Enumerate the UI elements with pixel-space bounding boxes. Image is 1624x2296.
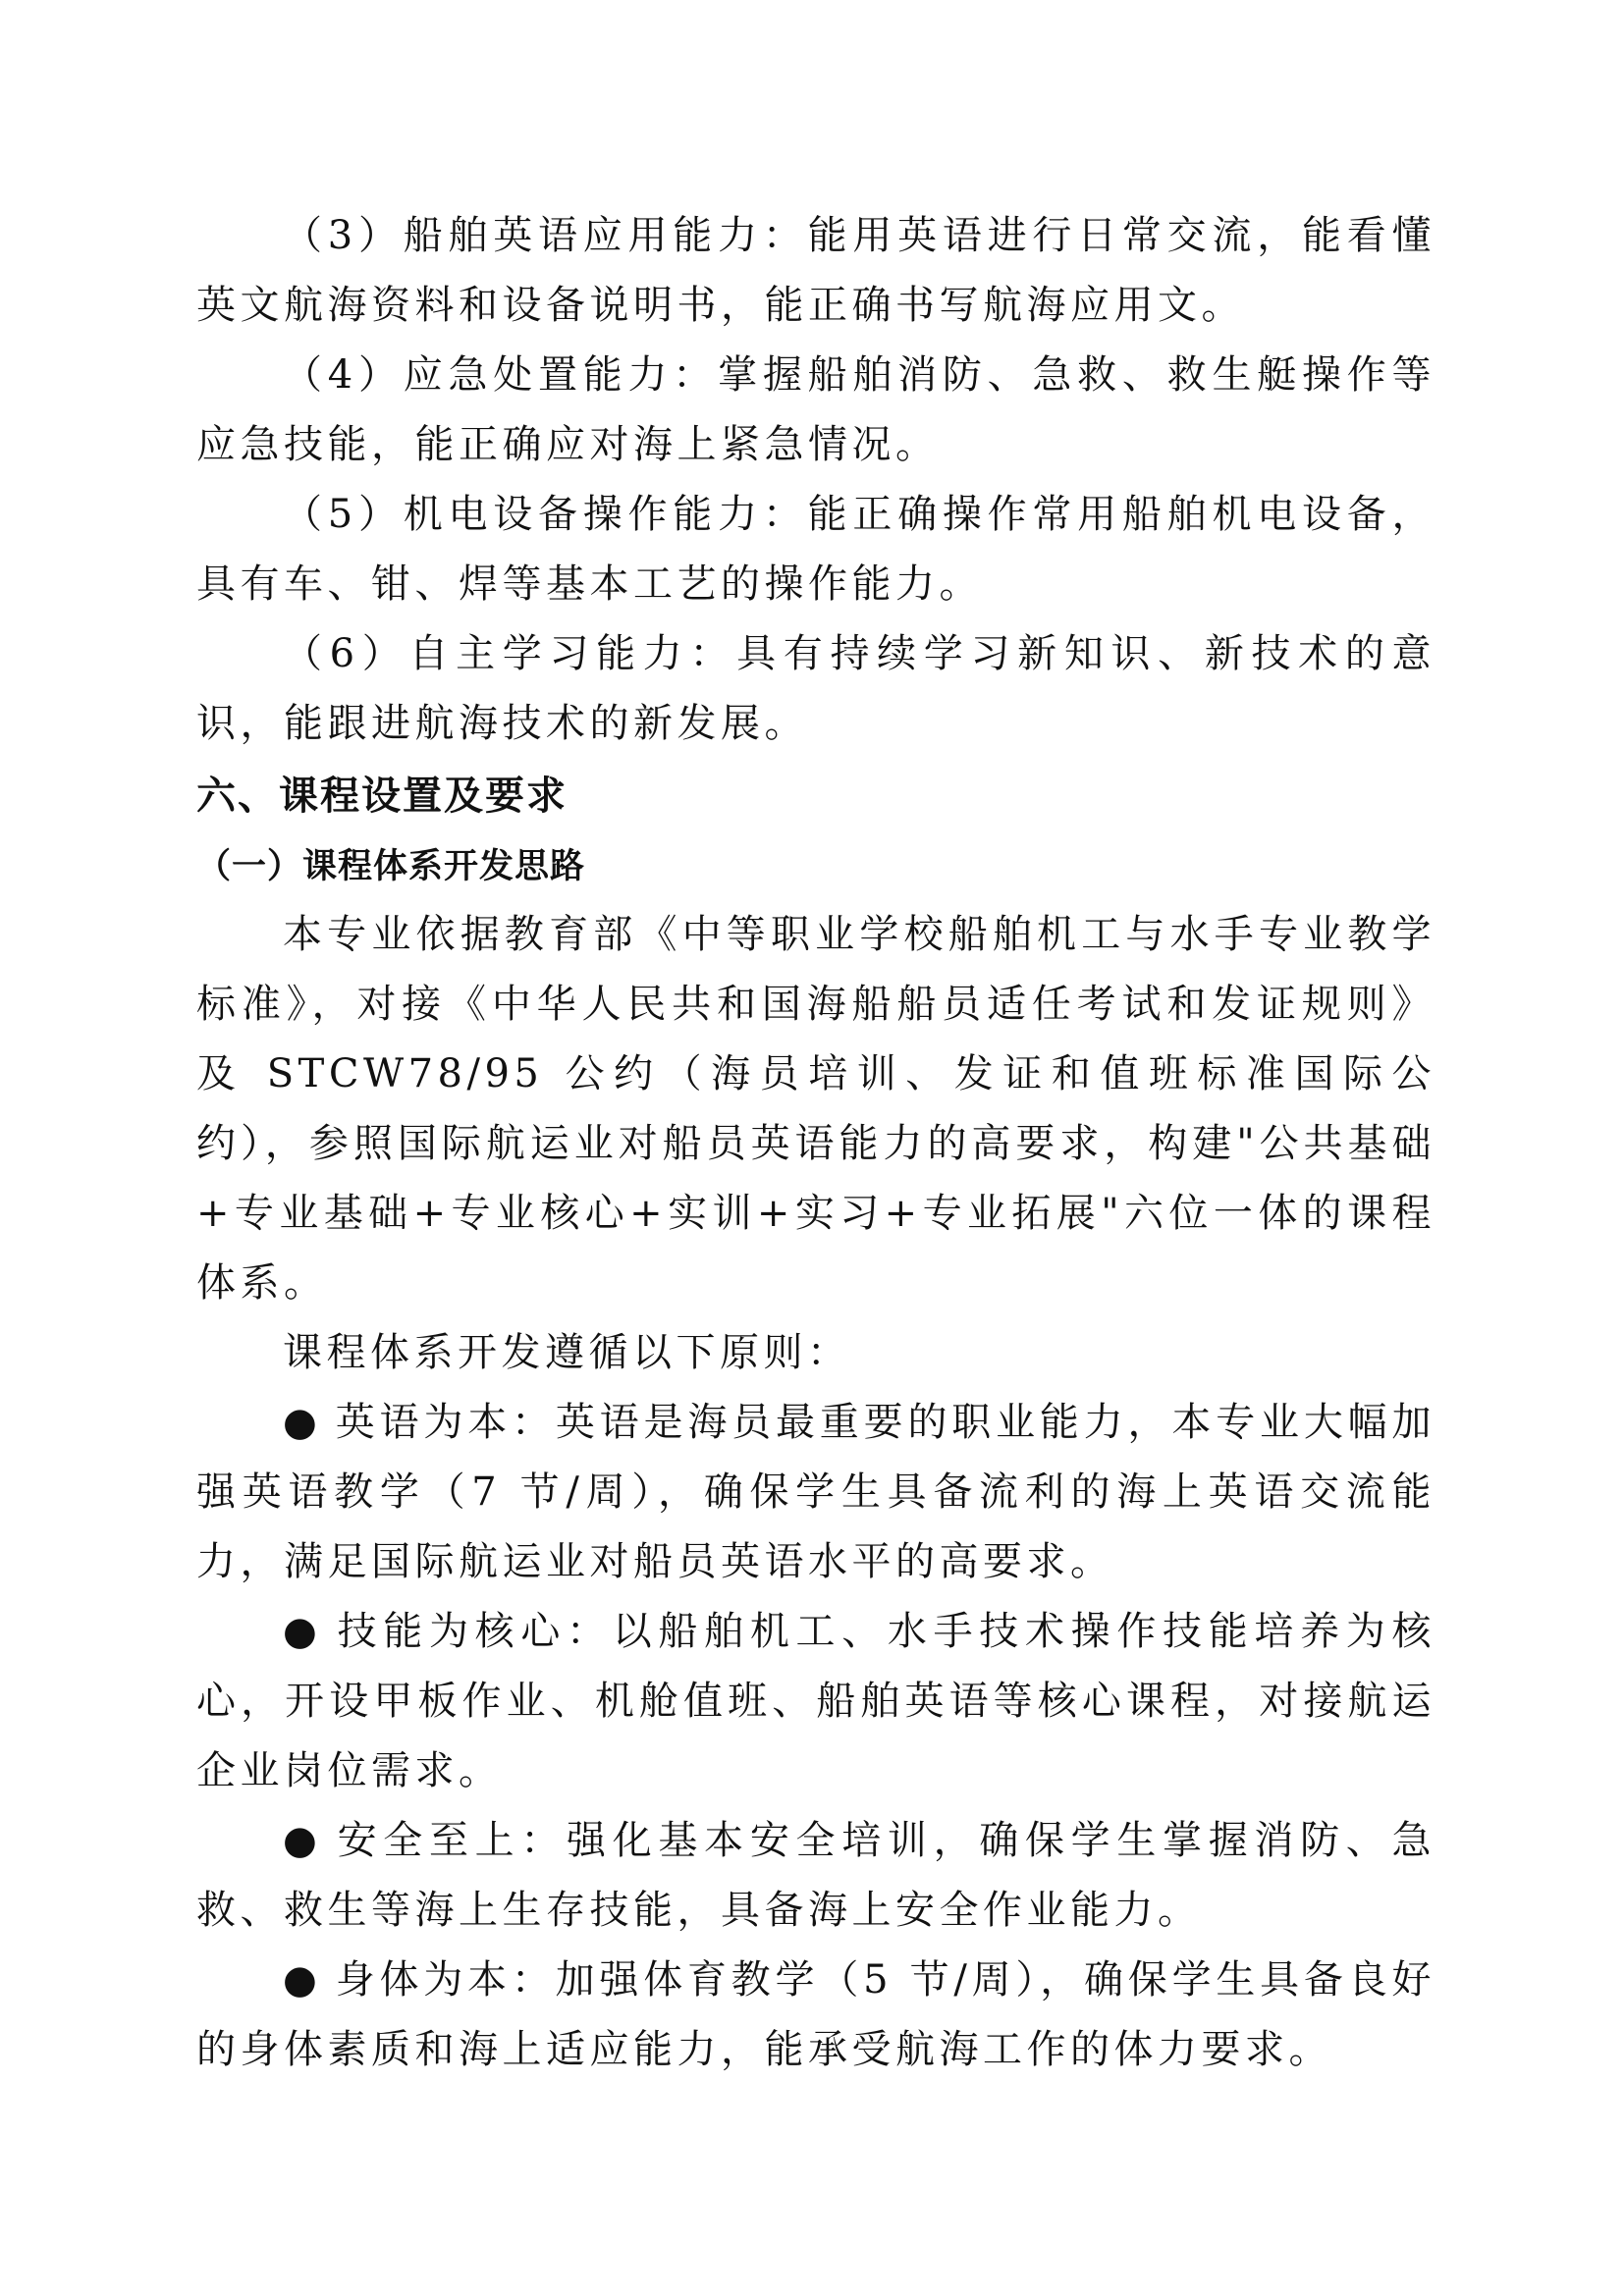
section-heading: 六、课程设置及要求 <box>196 774 568 819</box>
principle-english <box>196 1388 1435 1597</box>
subsection-heading: （一）课程体系开发思路 <box>196 847 586 886</box>
intro-paragraph: 本专业依据教育部《中等职业学校船舶机工与水手专业教学标准》，对接《中华人民共和国海船船员适任考试和发证规则》及 STCW78/95 公约（海员培训、发证和值班标准国际公约），参照国际航运业对船员英语能力的高要求，构建"公共基础+专业基础+专业核心+实训+实习+专业拓展"六位一体的课程体系。 <box>196 912 1435 1306</box>
page-content <box>196 201 1435 2085</box>
principle-text: 技能为核心：以船舶机工、水手技术操作技能培养为核心，开设甲板作业、机舱值班、船舶英语等核心课程，对接航运企业岗位需求。 <box>196 1609 1435 1793</box>
ability-item-6: （6）自主学习能力：具有持续学习新知识、新技术的意识，能跟进航海技术的新发展。 <box>196 631 1435 746</box>
bullet-icon: ● <box>283 1609 322 1654</box>
principle-safety <box>196 1806 1435 1946</box>
bullet-icon: ● <box>283 1818 322 1863</box>
principles-intro: 课程体系开发遵循以下原则： <box>283 1330 851 1375</box>
principle-text: 英语为本：英语是海员最重要的职业能力，本专业大幅加强英语教学（7 节/周），确保学生具备流利的海上英语交流能力，满足国际航运业对船员英语水平的高要求。 <box>196 1400 1435 1584</box>
principle-fitness <box>196 1946 1435 2085</box>
bullet-icon: ● <box>283 1400 322 1445</box>
ability-item-3: （3）船舶英语应用能力：能用英语进行日常交流，能看懂英文航海资料和设备说明书，能正确书写航海应用文。 <box>196 213 1435 328</box>
ability-item-5: （5）机电设备操作能力：能正确操作常用船舶机电设备，具有车、钳、焊等基本工艺的操作能力。 <box>196 492 1435 607</box>
principle-text: 身体为本：加强体育教学（5 节/周），确保学生具备良好的身体素质和海上适应能力，能承受航海工作的体力要求。 <box>196 1957 1435 2072</box>
principle-text: 安全至上：强化基本安全培训，确保学生掌握消防、急救、救生等海上生存技能，具备海上安全作业能力。 <box>196 1818 1435 1933</box>
ability-item-4: （4）应急处置能力：掌握船舶消防、急救、救生艇操作等应急技能，能正确应对海上紧急情况。 <box>196 352 1435 467</box>
bullet-icon: ● <box>283 1957 322 2002</box>
principle-skills <box>196 1597 1435 1806</box>
